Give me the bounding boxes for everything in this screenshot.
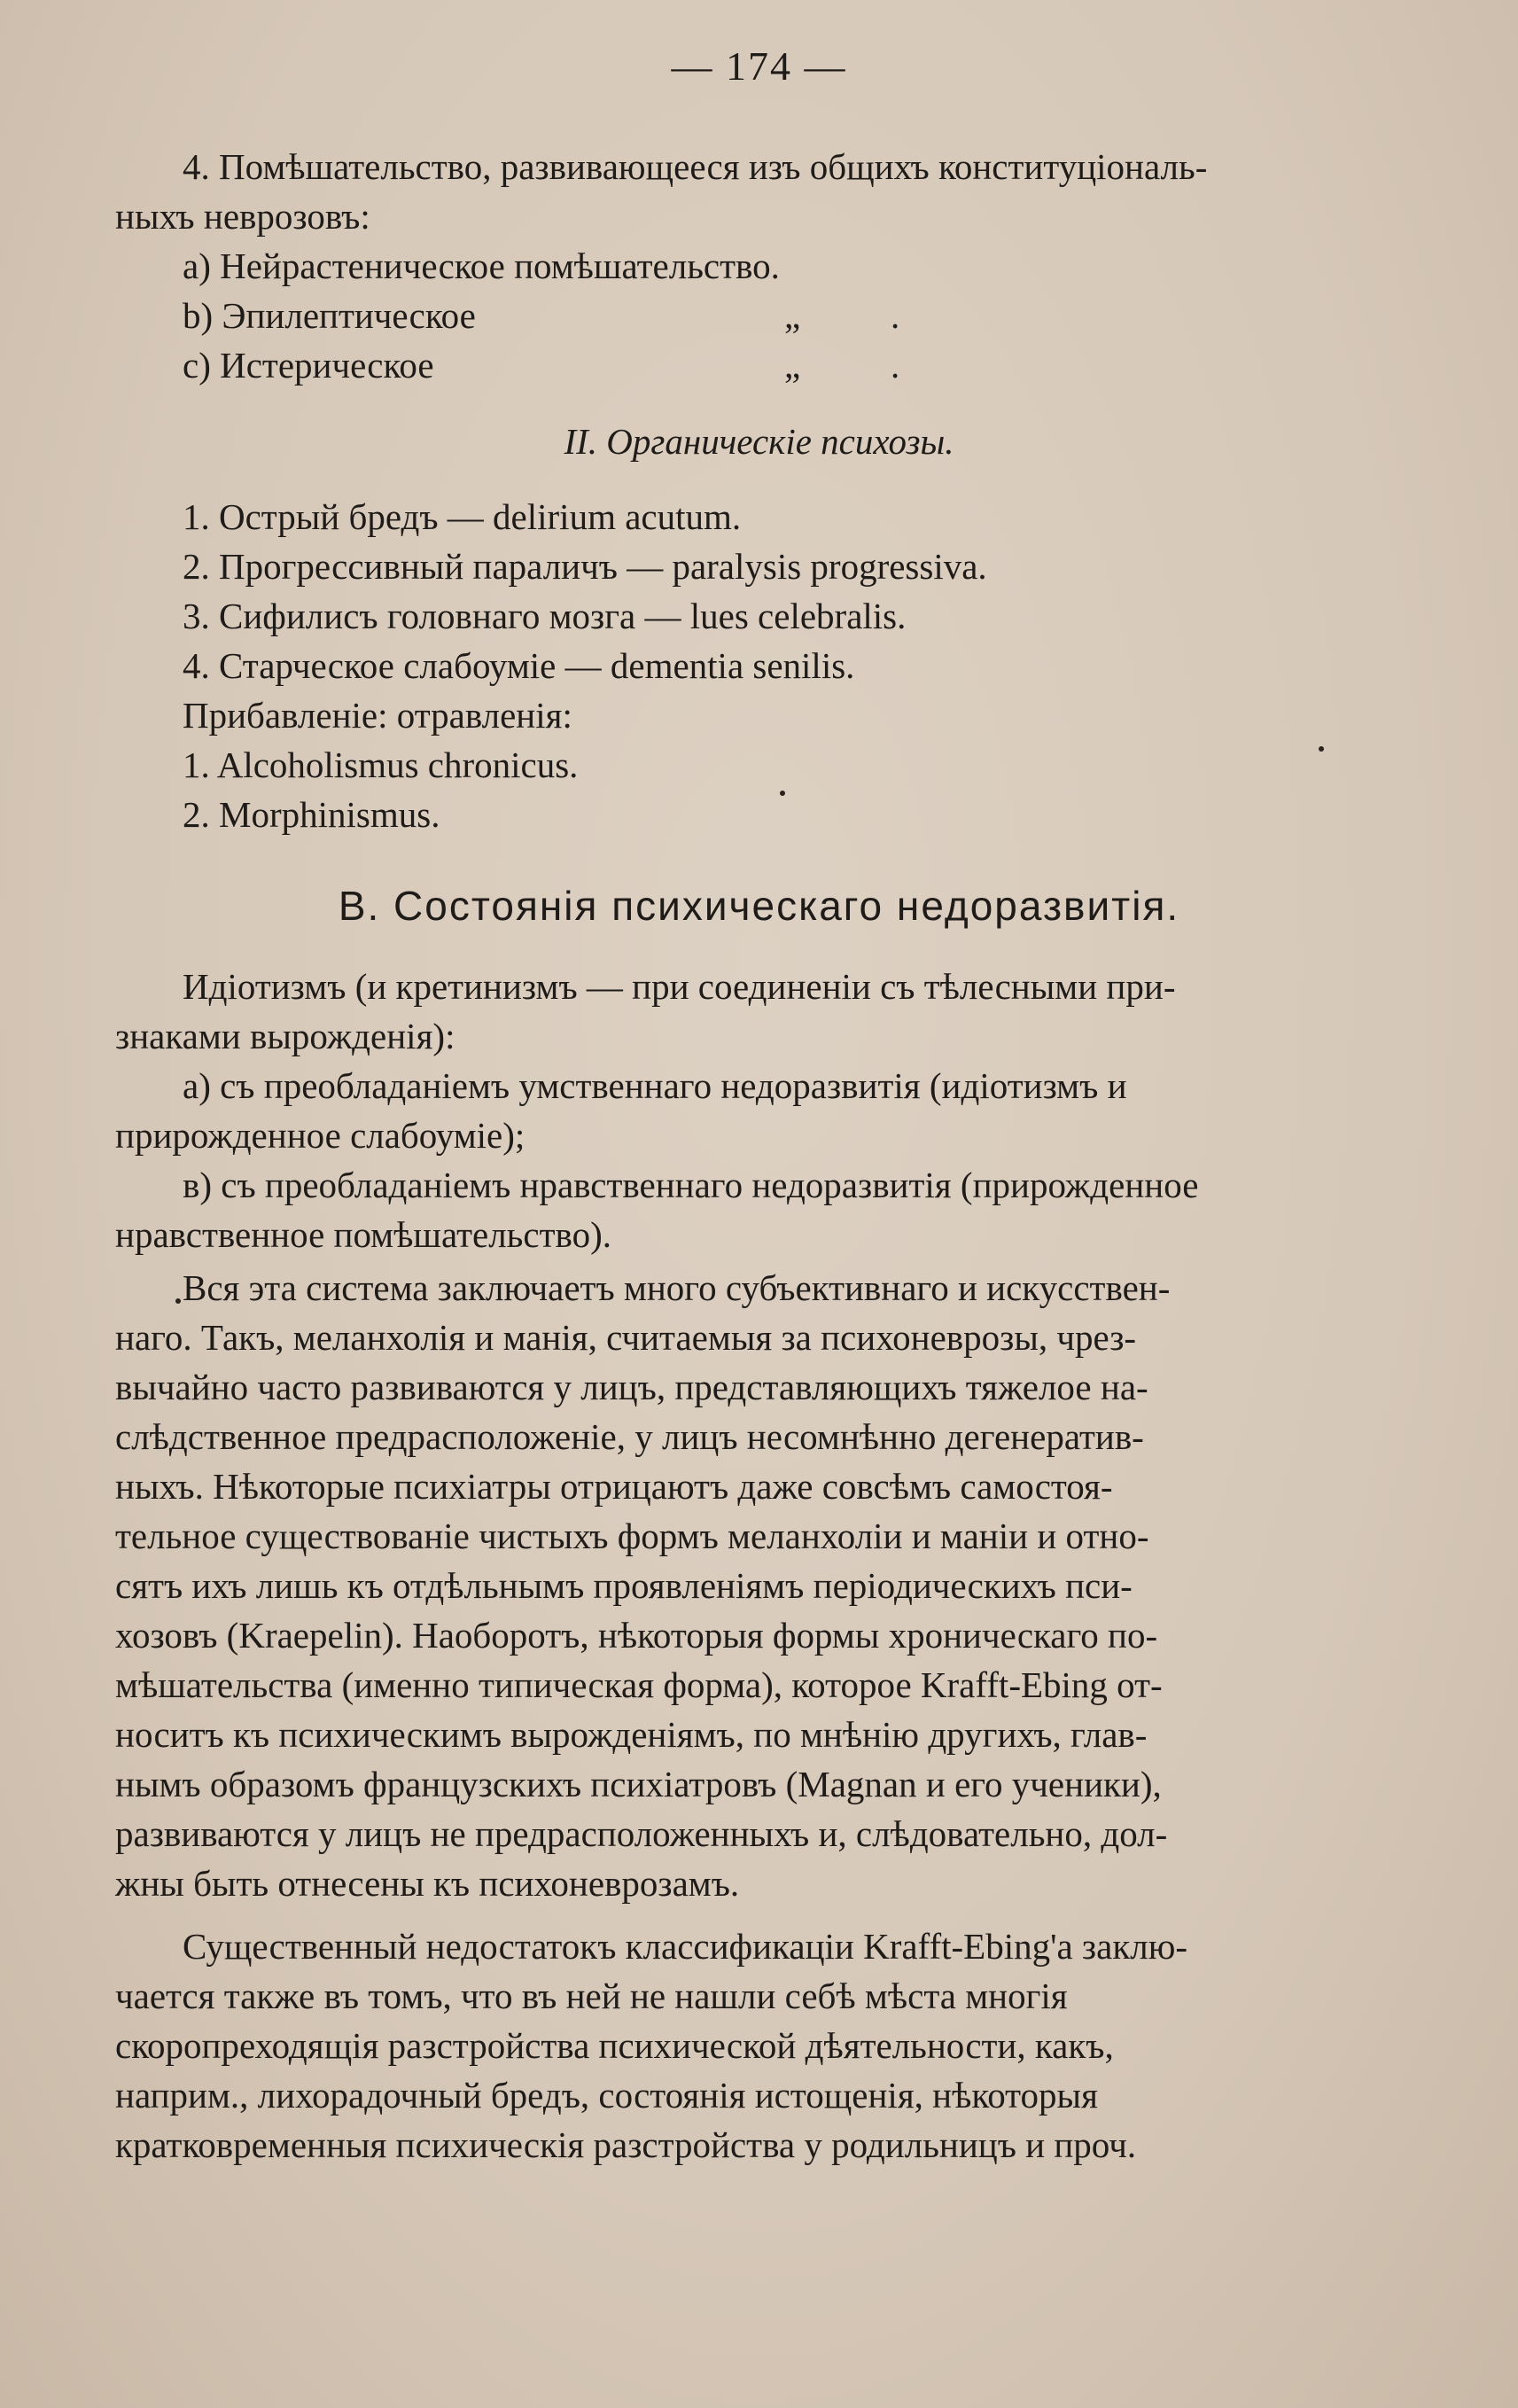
ditto-mark: „ [784, 345, 801, 386]
paragraph-line: чается также въ томъ, что въ ней не нашли себѣ мѣста многія [115, 1975, 1068, 2016]
idiotism-a-line2: прирожденное слабоуміе); [115, 1115, 525, 1156]
appendix-item-1: 1. Alcoholismus chronicus. [183, 744, 579, 785]
sub-item-a: a) Нейрастеническое помѣшательство. [183, 245, 780, 286]
list-item-continuation: ныхъ неврозовъ: [115, 196, 370, 237]
section-b-body [115, 962, 1409, 1259]
organic-item-3: 3. Сифилисъ головнаго мозга — lues celebralis. [183, 596, 907, 636]
paragraph-line: кратковременныя психическія разстройства у родильницъ и проч. [115, 2124, 1137, 2165]
paragraph-line: сятъ ихъ лишь къ отдѣльнымъ проявленіямъ періодическихъ пси- [115, 1565, 1133, 1606]
idiotism-intro-line2: знаками вырожденія): [115, 1016, 455, 1056]
ditto-dot: . [891, 345, 900, 386]
paragraph-line: ныхъ. Нѣкоторые психіатры отрицаютъ даже совсѣмъ самостоя- [115, 1466, 1113, 1507]
appendix-item-2: 2. Morphinismus. [183, 794, 440, 835]
paragraph-line: Вся эта система заключаетъ много субъективнаго и искусствен- [183, 1267, 1171, 1308]
paragraph-line: скоропреходящія разстройства психической дѣятельности, какъ, [115, 2025, 1114, 2066]
paragraph-line: слѣдственное предрасположеніе, у лицъ несомнѣнно дегенератив- [115, 1416, 1144, 1457]
idiotism-b-line1: в) съ преобладаніемъ нравственнаго недоразвитія (прирожденное [183, 1165, 1199, 1205]
paragraph-line: жны быть отнесены къ психоневрозамъ. [115, 1863, 740, 1904]
ditto-dot: . [891, 295, 900, 336]
ditto-mark: „ [784, 295, 801, 336]
paragraph-line: наприм., лихорадочный бредъ, состоянія истощенія, нѣкоторыя [115, 2075, 1098, 2116]
paragraph-line: хозовъ (Kraepelin). Наоборотъ, нѣкоторыя формы хроническаго по- [115, 1615, 1158, 1656]
page-number: — 174 — [671, 43, 847, 89]
sub-item-b [115, 291, 1409, 340]
paragraph-system-critique [115, 1263, 1409, 1908]
appendix-label: Прибавленіе: отравленія: [183, 695, 572, 736]
paragraph-line: тельное существованіе чистыхъ формъ меланхоліи и маніи и отно- [115, 1516, 1149, 1556]
sub-item-b-label: b) Эпилептическое [183, 295, 476, 336]
print-speck [175, 1298, 181, 1304]
paragraph-line: Существенный недостатокъ классификаціи Krafft-Ebing'a заклю- [183, 1926, 1187, 1967]
organic-item-1: 1. Острый бредъ — delirium acutum. [183, 496, 742, 537]
idiotism-intro-line1: Идіотизмъ (и кретинизмъ — при соединеніи съ тѣлесными при- [183, 966, 1176, 1007]
sub-item-c-label: c) Истерическое [183, 345, 434, 386]
section-b-heading: B. Состоянія психическаго недоразвитія. [338, 883, 1180, 929]
idiotism-b-line2: нравственное помѣшательство). [115, 1214, 611, 1255]
paragraph-line: вычайно часто развиваются у лицъ, представляющихъ тяжелое на- [115, 1367, 1148, 1407]
paragraph-line: мѣшательства (именно типическая форма), которое Krafft-Ebing от- [115, 1664, 1163, 1705]
organic-list [115, 492, 1409, 839]
paragraph-line: носитъ къ психическимъ вырожденіямъ, по мнѣнію другихъ, глав- [115, 1714, 1148, 1755]
organic-item-2: 2. Прогрессивный параличъ — paralysis progressiva. [183, 546, 987, 587]
paragraph-line: развиваются у лицъ не предрасположенныхъ и, слѣдовательно, дол- [115, 1813, 1168, 1854]
idiotism-a-line1: a) съ преобладаніемъ умственнаго недоразвитія (идіотизмъ и [183, 1065, 1127, 1106]
list-item: 4. Помѣшательство, развивающееся изъ общихъ конституціональ- [183, 146, 1208, 187]
sub-item-c [115, 340, 1409, 390]
print-speck [1319, 746, 1324, 752]
organic-title: II. Органическіе психозы. [564, 421, 954, 462]
organic-item-4: 4. Старческое слабоуміе — dementia senilis. [183, 645, 855, 686]
paragraph-line: нымъ образомъ французскихъ психіатровъ (Magnan и его ученики), [115, 1764, 1162, 1804]
neuroses-list [115, 142, 1409, 390]
paragraph-classification-flaw [115, 1921, 1409, 2170]
paragraph-line: наго. Такъ, меланхолія и манія, считаемыя за психоневрозы, чрез- [115, 1317, 1137, 1358]
print-speck [780, 791, 785, 796]
